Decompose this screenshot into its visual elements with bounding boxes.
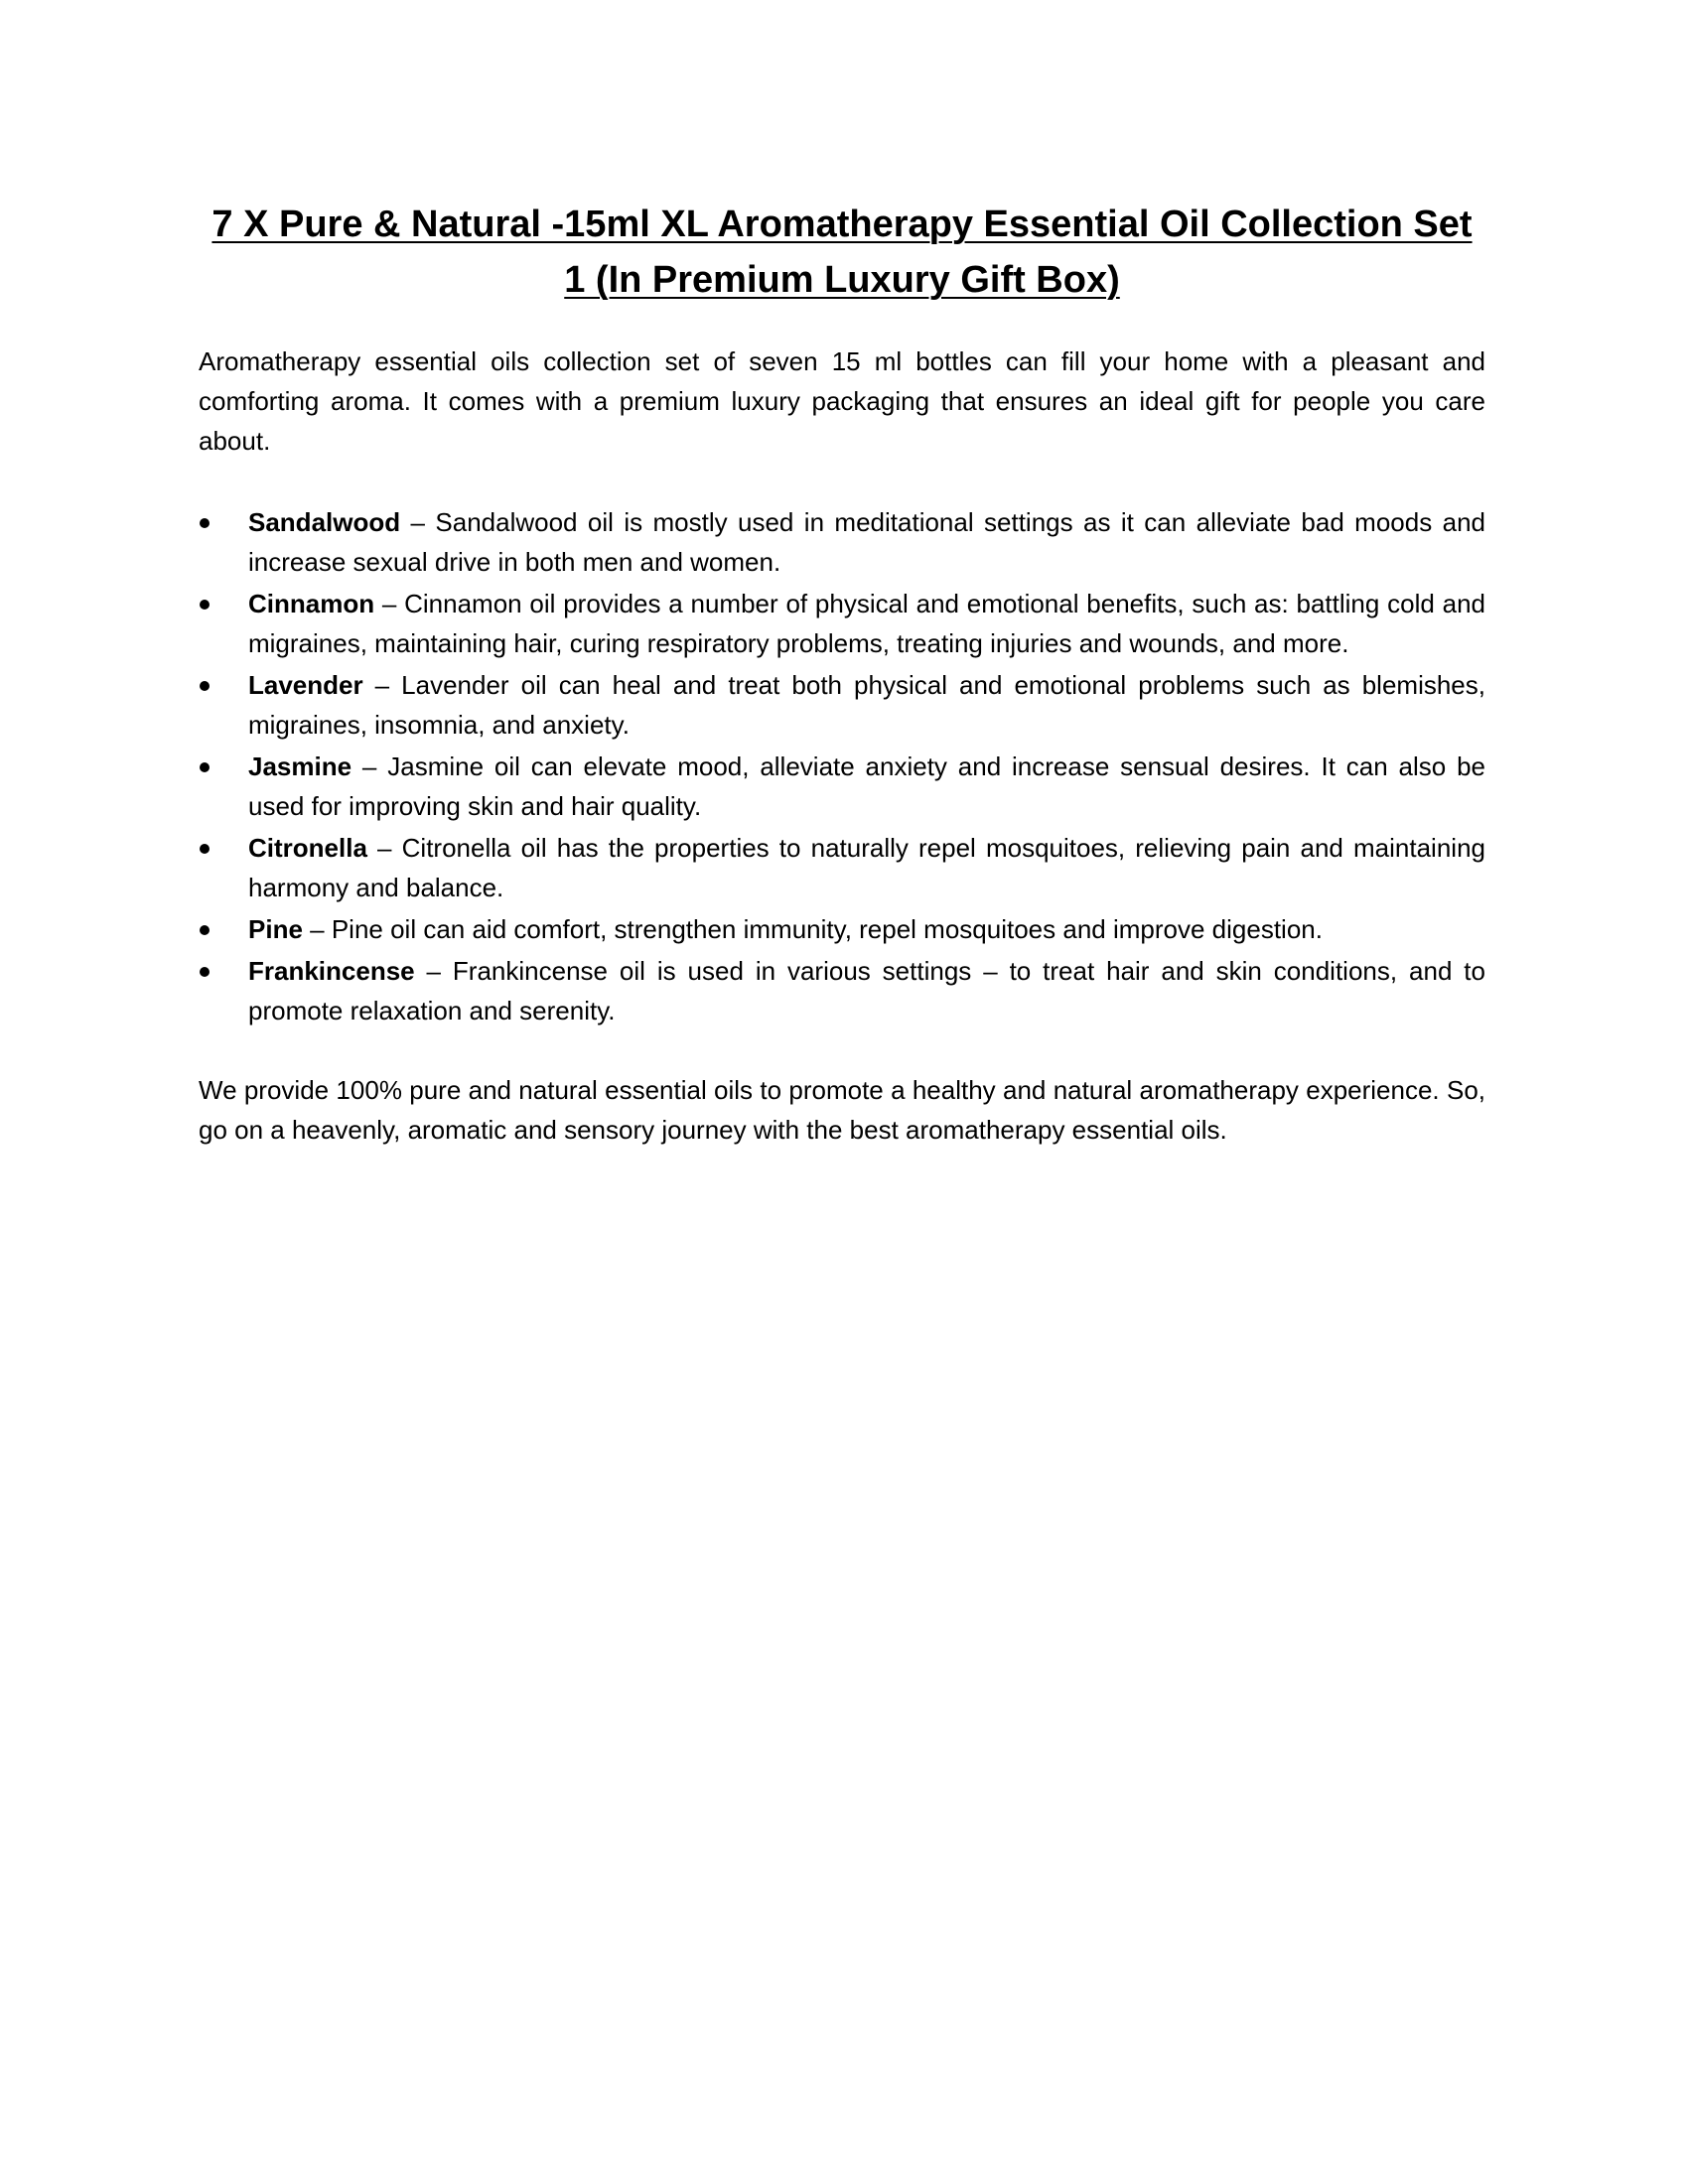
bullet-icon <box>200 967 210 977</box>
bullet-icon <box>200 681 210 691</box>
oil-description: – Citronella oil has the properties to naturally repel mosquitoes, relieving pain and maintaining harmony and balance. <box>248 833 1485 902</box>
oil-description: – Sandalwood oil is mostly used in meditational settings as it can alleviate bad moods and increase sexual drive in both men and women. <box>248 507 1485 577</box>
oil-name: Lavender <box>248 670 363 700</box>
oil-description: – Frankincense oil is used in various settings – to treat hair and skin conditions, and to promote relaxation and serenity. <box>248 956 1485 1025</box>
oil-list <box>199 502 1485 1030</box>
bullet-icon <box>200 925 210 935</box>
oil-name: Jasmine <box>248 751 352 781</box>
bullet-icon <box>200 600 210 610</box>
oil-description: – Lavender oil can heal and treat both physical and emotional problems such as blemishes, migraines, insomnia, and anxiety. <box>248 670 1485 740</box>
list-item <box>199 584 1485 663</box>
list-item <box>199 747 1485 826</box>
list-item <box>199 951 1485 1030</box>
document-page <box>199 197 1485 1150</box>
closing-paragraph: We provide 100% pure and natural essential oils to promote a healthy and natural aromatherapy experience. So, go on a heavenly, aromatic and sensory journey with the best aromatherapy essential oils. <box>199 1075 1485 1145</box>
oil-name: Sandalwood <box>248 507 401 537</box>
oil-description: – Pine oil can aid comfort, strengthen immunity, repel mosquitoes and improve digestion. <box>302 914 1323 944</box>
oil-name: Pine <box>248 914 303 944</box>
list-item <box>199 665 1485 745</box>
intro-paragraph: Aromatherapy essential oils collection set of seven 15 ml bottles can fill your home with a pleasant and comforting aroma. It comes with a premium luxury packaging that ensures an ideal gift for people you care about. <box>199 346 1485 456</box>
bullet-icon <box>200 844 210 854</box>
bullet-icon <box>200 518 210 528</box>
oil-description: – Cinnamon oil provides a number of physical and emotional benefits, such as: battling cold and migraines, maintaining hair, curing respiratory problems, treating injuries and wounds, and more. <box>248 589 1485 658</box>
oil-description: – Jasmine oil can elevate mood, alleviate anxiety and increase sensual desires. It can also be used for improving skin and hair quality. <box>248 751 1485 821</box>
oil-name: Frankincense <box>248 956 415 986</box>
list-item <box>199 502 1485 582</box>
bullet-icon <box>200 762 210 772</box>
oil-name: Citronella <box>248 833 367 863</box>
oil-name: Cinnamon <box>248 589 375 618</box>
list-item <box>199 909 1485 949</box>
document-title: 7 X Pure & Natural -15ml XL Aromatherapy Essential Oil Collection Set 1 (In Premium Luxury Gift Box) <box>211 204 1473 301</box>
list-item <box>199 828 1485 907</box>
